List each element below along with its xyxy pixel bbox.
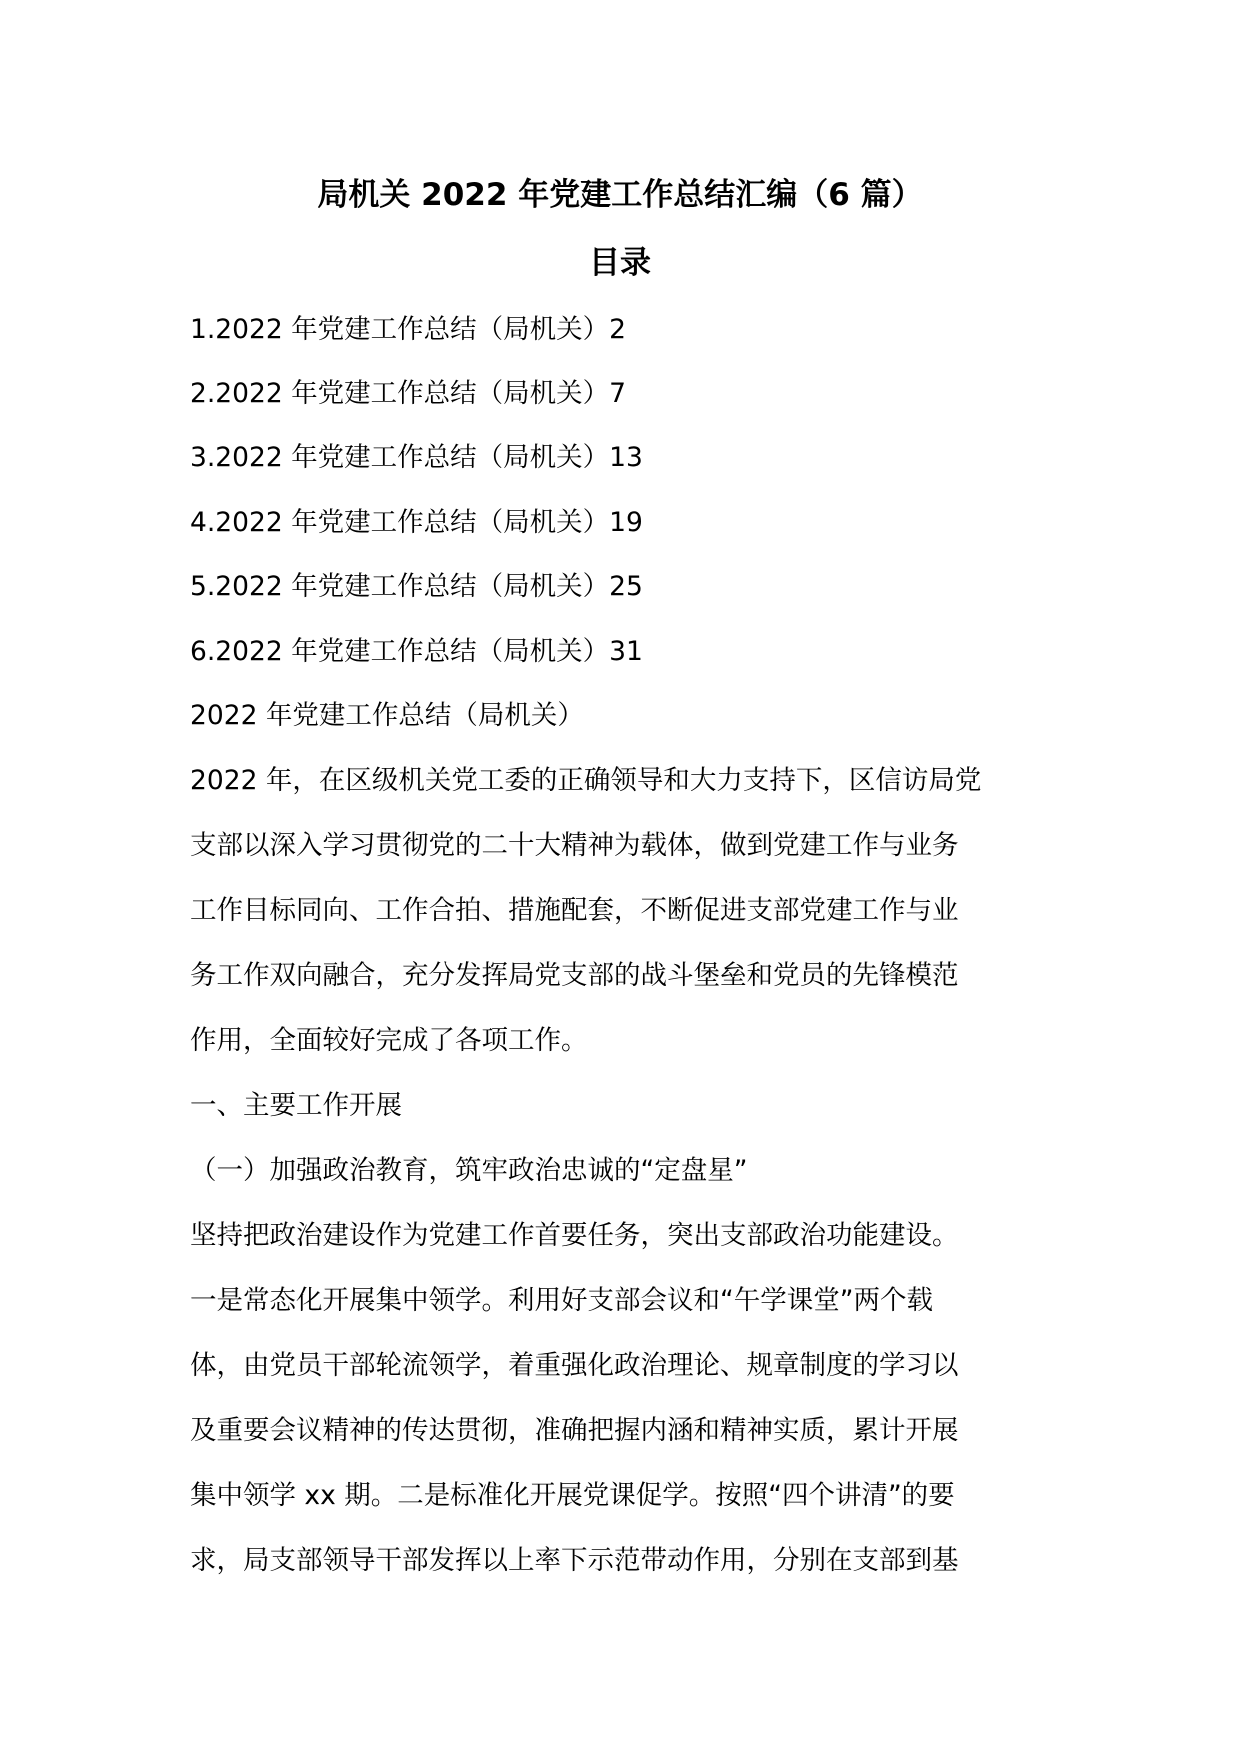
toc-heading: 目录 [589,245,651,281]
intro-paragraph-line: 作用，全面较好完成了各项工作。 [190,1025,588,1056]
body-paragraph-line: 集中领学 xx 期。二是标准化开展党课促学。按照“四个讲清”的要 [190,1480,955,1511]
toc-entry[interactable]: 2.2022 年党建工作总结（局机关）7 [190,378,627,409]
subsection-heading: （一）加强政治教育，筑牢政治忠诚的“定盘星” [190,1155,748,1186]
toc-entry[interactable]: 1.2022 年党建工作总结（局机关）2 [190,314,627,345]
intro-paragraph-line: 工作目标同向、工作合拍、措施配套，不断促进支部党建工作与业 [190,895,959,926]
body-paragraph-line: 体，由党员干部轮流领学，着重强化政治理论、规章制度的学习以 [190,1350,959,1381]
toc-entry[interactable]: 3.2022 年党建工作总结（局机关）13 [190,442,643,473]
toc-entry[interactable]: 4.2022 年党建工作总结（局机关）19 [190,507,643,538]
body-paragraph-line: 求，局支部领导干部发挥以上率下示范带动作用，分别在支部到基 [190,1545,959,1576]
document-title: 局机关 2022 年党建工作总结汇编（6 篇） [317,177,923,213]
article-title: 2022 年党建工作总结（局机关） [190,700,584,731]
toc-entry[interactable]: 5.2022 年党建工作总结（局机关）25 [190,571,643,602]
body-paragraph-line: 及重要会议精神的传达贯彻，准确把握内涵和精神实质，累计开展 [190,1415,959,1446]
body-paragraph-line: 坚持把政治建设作为党建工作首要任务，突出支部政治功能建设。 [190,1220,959,1251]
intro-paragraph-line: 务工作双向融合，充分发挥局党支部的战斗堡垒和党员的先锋模范 [190,960,959,991]
section-heading: 一、主要工作开展 [190,1090,402,1121]
body-paragraph-line: 一是常态化开展集中领学。利用好支部会议和“午学课堂”两个载 [190,1285,933,1316]
intro-paragraph-line: 支部以深入学习贯彻党的二十大精神为载体，做到党建工作与业务 [190,830,959,861]
intro-paragraph-line: 2022 年，在区级机关党工委的正确领导和大力支持下，区信访局党 [190,765,982,796]
toc-entry[interactable]: 6.2022 年党建工作总结（局机关）31 [190,636,643,667]
